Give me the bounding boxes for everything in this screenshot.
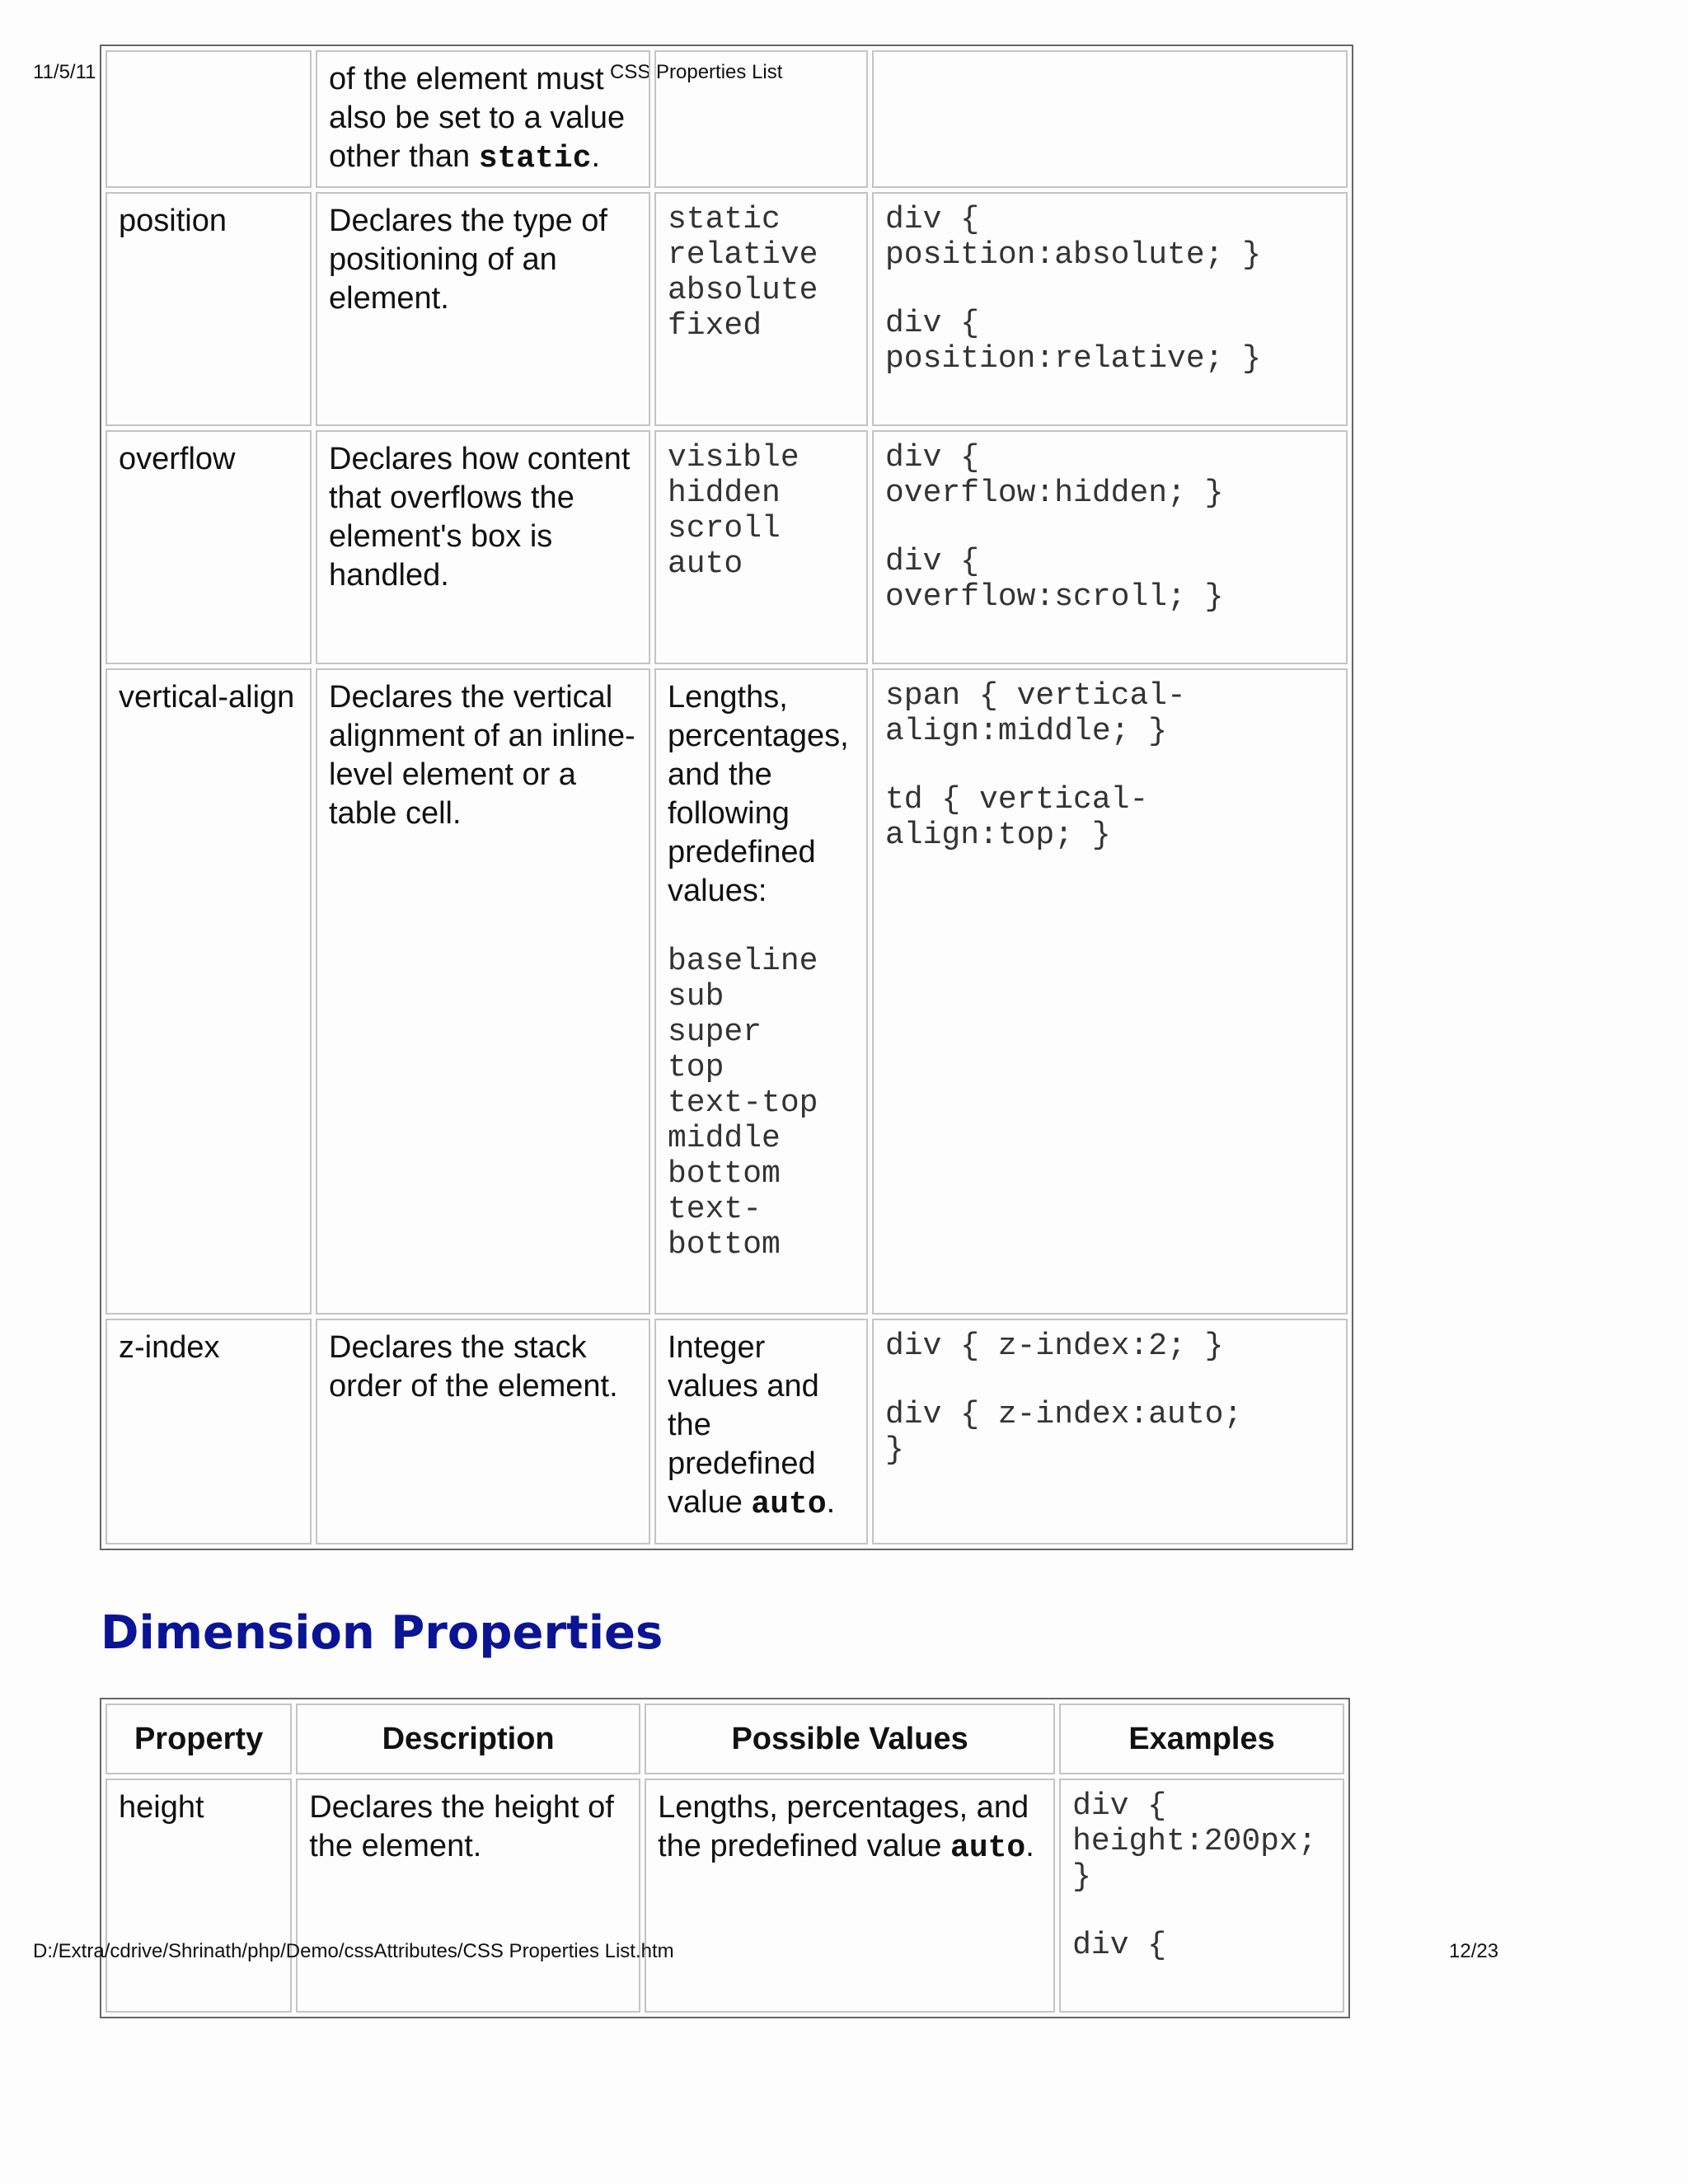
- values-text: Lengths, percentages, and the following predefined values:: [668, 680, 849, 908]
- section-title: Dimension Properties: [101, 1606, 663, 1660]
- examples-cell: [872, 192, 1348, 426]
- examples-cell: [872, 668, 1348, 1315]
- example-gap: [885, 273, 1334, 306]
- description-cell: Declares how content that overflows the element's box is handled.: [316, 430, 650, 664]
- print-header-date: 11/5/11: [33, 61, 96, 83]
- description-cell: Declares the type of positioning of an element.: [316, 192, 650, 426]
- property-cell: overflow: [106, 430, 312, 664]
- example-code: span { vertical- align:middle; }: [885, 678, 1186, 749]
- table-row: [106, 430, 1348, 664]
- example-gap: [885, 749, 1334, 782]
- column-header-description: Description: [296, 1704, 640, 1774]
- table-row: [106, 1779, 1344, 2013]
- example-code: div {: [1072, 1928, 1167, 1963]
- dimension-properties-table: [100, 1698, 1350, 2018]
- example-code: div { height:200px; }: [1072, 1788, 1317, 1895]
- example-code: div { z-index:2; }: [885, 1329, 1224, 1364]
- property-cell: z-index: [106, 1319, 312, 1544]
- examples-cell: [872, 430, 1348, 664]
- description-text: .: [591, 139, 601, 174]
- values-cell: [654, 50, 868, 188]
- description-text: other than: [329, 139, 479, 174]
- column-header-property: Property: [106, 1704, 292, 1774]
- table-header-row: [106, 1704, 1344, 1774]
- table-row: [106, 50, 1348, 188]
- print-header-title: CSS Properties List: [610, 61, 783, 83]
- values-cell: [645, 1779, 1055, 2013]
- example-code: div { position:relative; }: [885, 306, 1262, 377]
- description-text: of the element must: [329, 62, 604, 96]
- print-footer-page-number: 12/23: [1449, 1940, 1499, 1962]
- property-cell: vertical-align: [106, 668, 312, 1315]
- example-code: td { vertical- align:top; }: [885, 782, 1149, 853]
- values-cell: [654, 668, 868, 1315]
- code-keyword: auto: [751, 1487, 827, 1522]
- values-text: Lengths, percentages, and the predefined value: [658, 1790, 1029, 1863]
- description-text: also be set to a value: [329, 101, 626, 135]
- table-row: [106, 668, 1348, 1315]
- values-text: Integer values and the predefined value: [668, 1330, 819, 1520]
- examples-cell: [872, 1319, 1348, 1544]
- examples-cell: [1059, 1779, 1344, 2013]
- values-list: static relative absolute fixed: [668, 202, 818, 344]
- code-keyword: auto: [950, 1830, 1026, 1866]
- values-cell: [654, 1319, 868, 1544]
- property-cell: [106, 50, 312, 188]
- example-code: div { overflow:scroll; }: [885, 544, 1224, 615]
- values-text: .: [826, 1485, 836, 1520]
- column-header-examples: Examples: [1059, 1704, 1344, 1774]
- examples-cell: [872, 50, 1348, 188]
- values-cell: [654, 192, 868, 426]
- code-keyword: static: [478, 141, 592, 176]
- property-cell: position: [106, 192, 312, 426]
- example-gap: [885, 1364, 1334, 1397]
- property-cell: height: [106, 1779, 292, 2013]
- values-text: .: [1025, 1829, 1034, 1863]
- example-code: div { overflow:hidden; }: [885, 440, 1224, 511]
- table-row: [106, 192, 1348, 426]
- positioning-properties-table: [100, 45, 1353, 1550]
- values-list: visible hidden scroll auto: [668, 440, 799, 582]
- example-code: div { z-index:auto; }: [885, 1397, 1243, 1468]
- table-row: [106, 1319, 1348, 1544]
- example-gap: [885, 511, 1334, 544]
- values-cell: [654, 430, 868, 664]
- column-header-possible-values: Possible Values: [645, 1704, 1055, 1774]
- values-list: baseline sub super top text-top middle bottom text- bottom: [668, 944, 818, 1263]
- example-code: div { position:absolute; }: [885, 202, 1262, 273]
- print-footer-path: D:/Extra/cdrive/Shrinath/php/Demo/cssAttributes/CSS Properties List.htm: [33, 1940, 674, 1962]
- description-cell: Declares the stack order of the element.: [316, 1319, 650, 1544]
- description-cell: [316, 50, 650, 188]
- values-gap: [668, 911, 855, 944]
- example-gap: [1072, 1895, 1331, 1928]
- description-cell: Declares the vertical alignment of an inline-level element or a table cell.: [316, 668, 650, 1315]
- description-cell: Declares the height of the element.: [296, 1779, 640, 2013]
